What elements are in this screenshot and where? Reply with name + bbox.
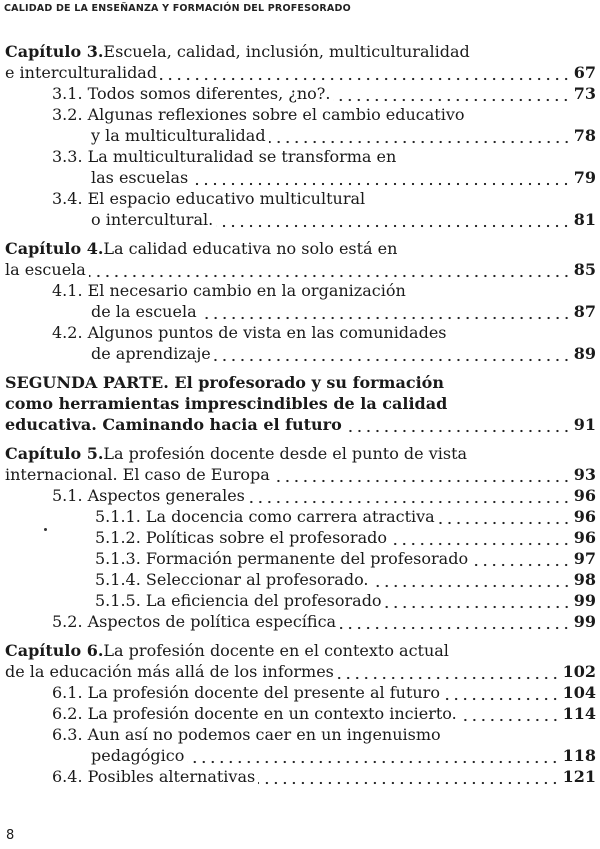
- table-of-contents: [5, 41, 596, 795]
- running-header: CALIDAD DE LA ENSEÑANZA Y FORMACIÓN DEL PROFESORADO: [4, 3, 351, 14]
- toc-entry[interactable]: 5.2. Aspectos de política específica 99: [52, 612, 596, 631]
- chapter-3: Capítulo 3. Escuela, calidad, inclusión, multiculturalidad e interculturalidad 67 3.1. Todos somos diferentes, ¿no?. 73 3.2. Algunas reflexiones sobre el cambio educativo y la multiculturalidad 78 3.3. La multiculturalidad se transforma en las escuelas 79 3.4. El espacio educativo multicultural o intercultural. 81: [5, 42, 596, 229]
- dot-leader: [248, 485, 571, 506]
- toc-entry[interactable]: de la educación más allá de los informes 102: [5, 662, 596, 681]
- toc-entry[interactable]: 5.1. Aspectos generales 96: [52, 486, 596, 505]
- dot-leader: [471, 548, 571, 569]
- toc-entry[interactable]: 5.1.1. La docencia como carrera atractiva 96: [95, 507, 596, 526]
- chapter-5: Capítulo 5. La profesión docente desde el punto de vista internacional. El caso de Europa 93 5.1. Aspectos generales 96 5.1.1. La docencia como carrera atractiva 96 5.1.2. Políticas sobre el profesorado 96 5.1.3. Formación permanente del profesorado 97 5.1.4. Seleccionar al profesorado. 98 5.1.5. La eficiencia del profesorado 99 5.2. Aspectos de política específica 99: [5, 444, 596, 631]
- toc-entry[interactable]: educativa. Caminando hacia el futuro 91: [5, 415, 596, 434]
- dot-leader: [438, 506, 571, 527]
- dot-leader: [333, 83, 570, 104]
- chapter-label: Capítulo 3.: [5, 42, 104, 61]
- toc-entry[interactable]: 5.1.3. Formación permanente del profesorado 97: [95, 549, 596, 568]
- toc-entry[interactable]: 6.2. La profesión docente en un contexto incierto. 114: [52, 704, 596, 723]
- toc-entry[interactable]: 3.1. Todos somos diferentes, ¿no?. 73: [52, 84, 596, 103]
- scan-speck: [44, 528, 47, 531]
- toc-entry[interactable]: pedagógico 118: [91, 746, 596, 765]
- dot-leader: [339, 611, 571, 632]
- dot-leader: [191, 167, 571, 188]
- toc-entry[interactable]: las escuelas 79: [91, 168, 596, 187]
- page-number: 8: [6, 828, 15, 843]
- chapter-label: Capítulo 4.: [5, 239, 104, 258]
- dot-leader: [372, 569, 571, 590]
- dot-leader: [385, 590, 571, 611]
- dot-leader: [337, 661, 560, 682]
- chapter-4: Capítulo 4. La calidad educativa no solo está en la escuela 85 4.1. El necesario cambio en la organización de la escuela 87 4.2. Algunos puntos de vista en las comunidades de aprendizaje 89: [5, 239, 596, 363]
- toc-entry[interactable]: 5.1.2. Políticas sobre el profesorado 96: [95, 528, 596, 547]
- dot-leader: [200, 301, 571, 322]
- toc-entry[interactable]: de aprendizaje 89: [91, 344, 596, 363]
- dot-leader: [214, 343, 571, 364]
- toc-entry[interactable]: la escuela 85: [5, 260, 596, 279]
- page-ref: 67: [573, 63, 596, 82]
- dot-leader: [258, 766, 559, 787]
- part-2: SEGUNDA PARTE. El profesorado y su formación como herramientas imprescindibles de la calidad educativa. Caminando hacia el futuro 91: [5, 373, 596, 434]
- toc-entry[interactable]: y la multiculturalidad 78: [91, 126, 596, 145]
- dot-leader: [460, 703, 560, 724]
- toc-entry[interactable]: e interculturalidad 67: [5, 63, 596, 82]
- chapter-label: Capítulo 6.: [5, 641, 104, 660]
- toc-entry[interactable]: 5.1.5. La eficiencia del profesorado 99: [95, 591, 596, 610]
- toc-entry[interactable]: de la escuela 87: [91, 302, 596, 321]
- dot-leader: [273, 464, 571, 485]
- dot-leader: [345, 414, 571, 435]
- toc-entry[interactable]: 6.4. Posibles alternativas 121: [52, 767, 596, 786]
- toc-entry[interactable]: internacional. El caso de Europa 93: [5, 465, 596, 484]
- dot-leader: [443, 682, 560, 703]
- dot-leader: [89, 259, 571, 280]
- toc-entry[interactable]: o intercultural. 81: [91, 210, 596, 229]
- dot-leader: [390, 527, 571, 548]
- dot-leader: [269, 125, 571, 146]
- dot-leader: [187, 745, 559, 766]
- toc-entry[interactable]: 5.1.4. Seleccionar al profesorado. 98: [95, 570, 596, 589]
- dot-leader: [216, 209, 571, 230]
- toc-entry[interactable]: 6.1. La profesión docente del presente al futuro 104: [52, 683, 596, 702]
- dot-leader: [160, 62, 571, 83]
- chapter-6: Capítulo 6. La profesión docente en el contexto actual de la educación más allá de los informes 102 6.1. La profesión docente del presente al futuro 104 6.2. La profesión docente en un contexto incierto. 114 6.3. Aun así no podemos caer en un ingenuismo pedagógico 118 6.4. Posibles alternativas 121: [5, 641, 596, 786]
- chapter-label: Capítulo 5.: [5, 444, 104, 463]
